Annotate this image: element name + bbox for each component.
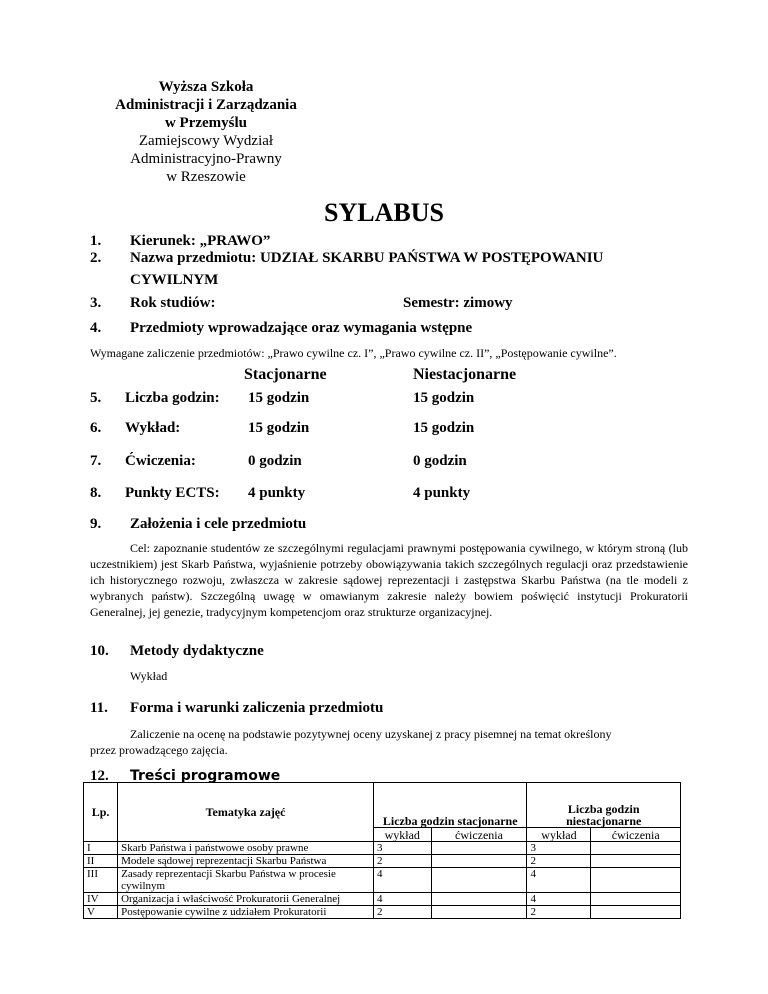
header-lecture: wykład [373, 828, 431, 842]
row-hours-niestac: 4 [527, 868, 591, 893]
pass-text: Zaliczenie na ocenę na podstawie pozytywnej oceny uzyskanej z pracy pisemnej na temat określony [130, 727, 612, 741]
value-ects-stac: 4 punkty [248, 485, 306, 501]
label-ects: Punkty ECTS: [125, 485, 220, 501]
field-subject-cont: CYWILNYM [130, 272, 219, 288]
header-hours-niestac: Liczba godzin niestacjonarne [527, 783, 681, 828]
section-content: Treści programowe [130, 768, 281, 784]
item-number: 6. [90, 420, 102, 436]
row-hours-stac: 4 [373, 868, 431, 893]
row-hours-niestac: 2 [527, 855, 591, 868]
field-year: Rok studiów: [130, 295, 216, 311]
col-stacjonarne: Stacjonarne [244, 366, 327, 383]
row-empty [431, 842, 527, 855]
section-goals: Założenia i cele przedmiotu [130, 516, 307, 532]
header-topic: Tematyka zajęć [118, 783, 374, 842]
item-number: 7. [90, 453, 102, 469]
row-lp: V [84, 906, 118, 919]
item-number: 4. [90, 320, 102, 336]
row-topic: Organizacja i właściwość Prokuratorii Generalnej [118, 893, 374, 906]
header-exercises: ćwiczenia [591, 828, 681, 842]
item-number: 5. [90, 390, 102, 406]
label-exercises: Ćwiczenia: [125, 453, 196, 469]
value-ects-niestac: 4 punkty [413, 485, 471, 501]
value-lecture-stac: 15 godzin [248, 420, 310, 436]
row-hours-niestac: 4 [527, 893, 591, 906]
field-semester: Semestr: zimowy [403, 295, 513, 311]
header-lp: Lp. [84, 783, 118, 842]
row-hours-stac: 2 [373, 906, 431, 919]
institution-header [100, 78, 312, 186]
row-empty [591, 868, 681, 893]
row-hours-niestac: 2 [527, 906, 591, 919]
row-empty [591, 855, 681, 868]
header-line: w Rzeszowie [166, 169, 246, 185]
item-number: 2. [90, 250, 102, 266]
item-number: 3. [90, 295, 102, 311]
value-exercises-niestac: 0 godzin [413, 453, 467, 469]
program-table [83, 782, 681, 919]
header-line: Wyższa Szkoła [158, 79, 254, 95]
prerequisites-text: Wymagane zaliczenie przedmiotów: „Prawo cywilne cz. I”, „Prawo cywilne cz. II”, „Postępowanie cywilne”. [90, 346, 617, 360]
section-pass: Forma i warunki zaliczenia przedmiotu [130, 700, 384, 716]
header-lecture: wykład [527, 828, 591, 842]
row-empty [591, 893, 681, 906]
row-hours-stac: 2 [373, 855, 431, 868]
row-topic: Skarb Państwa i państwowe osoby prawne [118, 842, 374, 855]
item-number: 8. [90, 485, 102, 501]
table-row [84, 842, 681, 855]
row-empty [591, 906, 681, 919]
value-hours-stac: 15 godzin [248, 390, 310, 406]
col-niestacjonarne: Niestacjonarne [413, 366, 517, 383]
table-row [84, 855, 681, 868]
item-number: 10. [90, 643, 109, 659]
row-topic: Modele sądowej reprezentacji Skarbu Państwa [118, 855, 374, 868]
row-topic: Postępowanie cywilne z udziałem Prokuratorii [118, 906, 374, 919]
row-empty [431, 906, 527, 919]
table-row [84, 868, 681, 893]
row-lp: I [84, 842, 118, 855]
item-number: 12. [90, 768, 109, 784]
header-line: Administracji i Zarządzania [115, 97, 297, 113]
row-hours-niestac: 3 [527, 842, 591, 855]
row-empty [431, 893, 527, 906]
header-line: Administracyjno-Prawny [130, 151, 282, 167]
goals-text: Cel: zapoznanie studentów ze szczególnymi regulacjami prawnymi postępowania cywilnego, w którym stroną (lub uczestnikiem) jest Skarb Państwa, wyjaśnienie potrzeby obowiązywania takich szczególnych regulacji oraz przedstawienie ich historycznego rozwoju, zwłaszcza w zakresie sądowej reprezentacji i zastępstwa Skarbu Państwa (na tle modeli z wybranych państw). Szczególną uwagę w omawianym zakresie należy bowiem poświęcić instytucji Prokuratorii Generalnej, jej genezie, tradycyjnym kompetencjom oraz strukturze organizacyjnej. [90, 541, 688, 619]
field-prerequisites: Przedmioty wprowadzające oraz wymagania wstępne [130, 320, 473, 336]
label-hours: Liczba godzin: [125, 390, 220, 406]
row-lp: IV [84, 893, 118, 906]
item-number: 9. [90, 516, 102, 532]
row-empty [431, 855, 527, 868]
row-lp: III [84, 868, 118, 893]
row-hours-stac: 3 [373, 842, 431, 855]
value-lecture-niestac: 15 godzin [413, 420, 475, 436]
pass-text-cont: przez prowadzącego zajęcia. [90, 743, 228, 757]
row-lp: II [84, 855, 118, 868]
section-methods: Metody dydaktyczne [130, 643, 264, 659]
table-row [84, 906, 681, 919]
header-line: w Przemyślu [164, 115, 248, 131]
header-line: Zamiejscowy Wydział [138, 133, 274, 149]
table-row [84, 893, 681, 906]
page-title: SYLABUS [324, 198, 444, 227]
field-course: Kierunek: „PRAWO” [130, 233, 271, 249]
header-hours-stac: Liczba godzin stacjonarne [373, 783, 527, 828]
item-number: 11. [90, 700, 108, 716]
row-empty [591, 842, 681, 855]
row-hours-stac: 4 [373, 893, 431, 906]
label-lecture: Wykład: [125, 420, 181, 436]
item-number: 1. [90, 233, 102, 249]
row-empty [431, 868, 527, 893]
value-hours-niestac: 15 godzin [413, 390, 475, 406]
methods-text: Wykład [130, 669, 168, 683]
row-topic: Zasady reprezentacji Skarbu Państwa w procesie cywilnym [118, 868, 374, 893]
field-subject: Nazwa przedmiotu: UDZIAŁ SKARBU PAŃSTWA W POSTĘPOWANIU [130, 250, 604, 266]
value-exercises-stac: 0 godzin [248, 453, 302, 469]
header-exercises: ćwiczenia [431, 828, 527, 842]
